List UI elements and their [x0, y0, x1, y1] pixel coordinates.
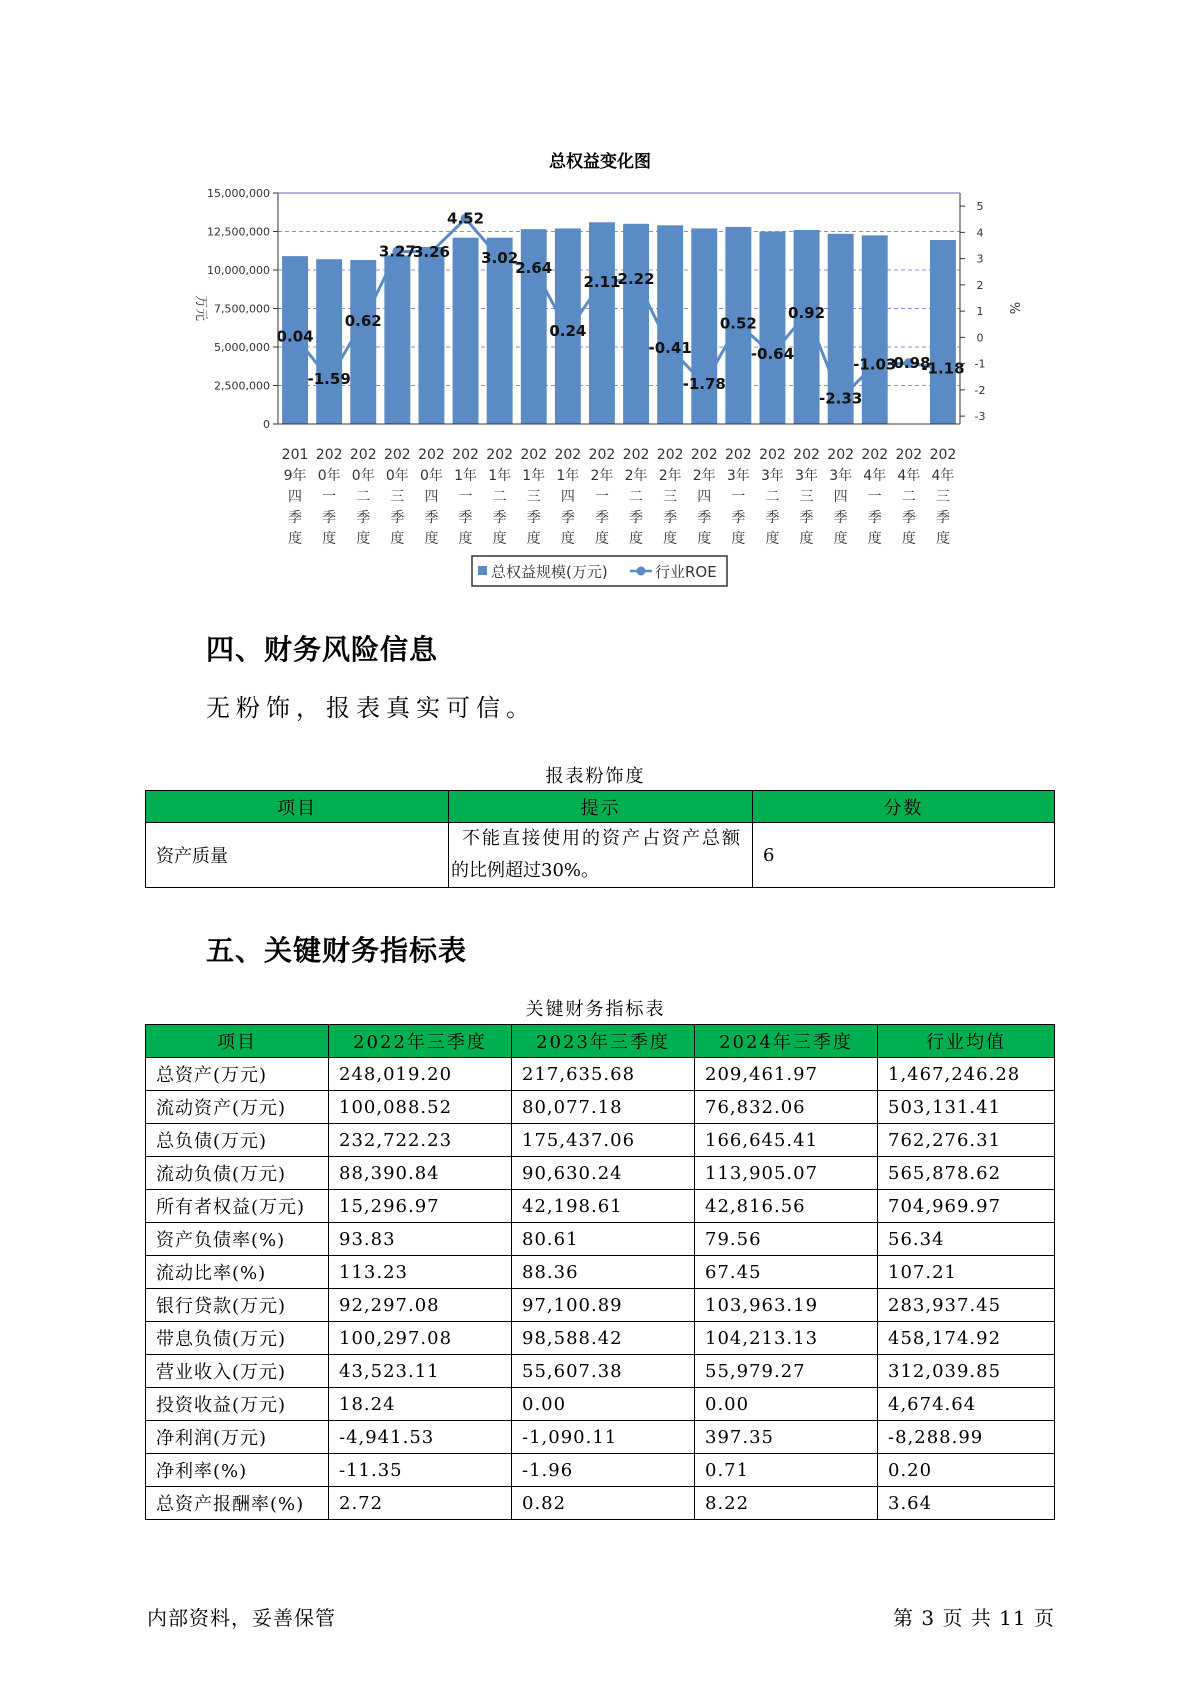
footer-right: 第 3 页 共 11 页 — [893, 1606, 1055, 1630]
legend-bar-label: 总权益规模(万元) — [491, 563, 608, 581]
x-tick-label: 202 — [520, 447, 548, 463]
x-tick-label: 度 — [799, 531, 814, 547]
legend-bar-swatch — [478, 566, 487, 575]
y-left-tick-label: 15,000,000 — [207, 187, 270, 200]
x-tick-label: 季 — [663, 510, 678, 526]
x-tick-label: 二 — [629, 489, 644, 505]
x-tick-label: 202 — [690, 447, 718, 463]
header-cell: 项目 — [146, 791, 449, 823]
x-tick-label: 202 — [383, 447, 411, 463]
x-tick-label: 202 — [486, 447, 514, 463]
roe-data-label: -0.41 — [648, 339, 692, 358]
table-row — [146, 1058, 1055, 1091]
table-row — [146, 1454, 1055, 1487]
x-tick-label: 二 — [901, 489, 916, 505]
roe-data-label: 0.62 — [344, 312, 382, 331]
x-tick-label: 度 — [560, 531, 575, 547]
x-tick-label: 一 — [867, 489, 882, 505]
row-label: 流动负债(万元) — [146, 1157, 329, 1190]
header-cell: 行业均值 — [878, 1025, 1055, 1058]
table-row — [146, 1124, 1055, 1157]
y-right-tick-label: -1 — [974, 357, 986, 371]
section4-title: 四、财务风险信息 — [206, 633, 439, 666]
row-label: 总资产(万元) — [146, 1058, 329, 1091]
key-table-body — [146, 1058, 1055, 1520]
roe-data-label: 0.04 — [276, 327, 314, 346]
y-right-tick-label: 4 — [976, 226, 984, 240]
row-label: 流动比率(%) — [146, 1256, 329, 1289]
header-cell: 2022年三季度 — [329, 1025, 512, 1058]
table-cell: 93.83 — [329, 1223, 512, 1256]
x-tick-label: 度 — [629, 531, 644, 547]
x-tick-label: 202 — [452, 447, 479, 463]
table-row — [146, 1190, 1055, 1223]
roe-data-label: -1.78 — [682, 375, 726, 394]
table-cell: 0.00 — [695, 1388, 878, 1421]
table-row — [146, 1157, 1055, 1190]
roe-data-label: -1.59 — [307, 370, 351, 389]
x-tick-label: 202 — [759, 447, 786, 463]
x-tick-label: 季 — [424, 510, 439, 526]
bar — [418, 247, 444, 424]
risk-score: 6 — [753, 823, 1055, 888]
roe-data-label: -1.03 — [853, 355, 897, 374]
bar — [794, 230, 820, 424]
table-cell: -11.35 — [329, 1454, 512, 1487]
x-tick-label: 季 — [697, 510, 712, 526]
y-left-axis-title: 万元 — [193, 294, 208, 322]
roe-data-label: -2.33 — [819, 389, 863, 408]
x-tick-label: 202 — [622, 447, 650, 463]
table-cell: 232,722.23 — [329, 1124, 512, 1157]
table-row — [146, 823, 1055, 888]
row-label: 资产负债率(%) — [146, 1223, 329, 1256]
row-label: 银行贷款(万元) — [146, 1289, 329, 1322]
table-cell: -1.96 — [512, 1454, 695, 1487]
y-right-tick-label: 0 — [976, 331, 984, 345]
table-cell: 4,674.64 — [878, 1388, 1055, 1421]
table-cell: -8,288.99 — [878, 1421, 1055, 1454]
y-left-tick-label: 7,500,000 — [214, 302, 270, 316]
x-tick-label: 度 — [390, 531, 405, 547]
table-cell: 98,588.42 — [512, 1322, 695, 1355]
x-tick-label: 202 — [349, 447, 377, 463]
roe-data-label: 2.11 — [583, 272, 621, 291]
table-cell: 92,297.08 — [329, 1289, 512, 1322]
x-tick-label: 三 — [935, 489, 950, 505]
section4-text: 无粉饰，报表真实可信。 — [206, 694, 536, 722]
roe-data-label: 0.52 — [719, 314, 757, 333]
row-label: 净利润(万元) — [146, 1421, 329, 1454]
bar — [589, 222, 615, 424]
x-tick-label: 202 — [827, 447, 855, 463]
footer-left: 内部资料，妥善保管 — [147, 1606, 336, 1630]
bar — [862, 235, 888, 424]
x-tick-label: 度 — [867, 531, 882, 547]
x-tick-label: 2年 — [590, 468, 614, 484]
table-row — [146, 1256, 1055, 1289]
x-tick-label: 0年 — [317, 468, 341, 484]
roe-data-label: -0.98 — [887, 354, 931, 373]
roe-data-label: 3.27 — [378, 242, 416, 261]
chart-title: 总权益变化图 — [549, 152, 651, 172]
table-cell: 67.45 — [695, 1256, 878, 1289]
row-label: 投资收益(万元) — [146, 1388, 329, 1421]
x-tick-label: 季 — [799, 510, 814, 526]
x-tick-label: 3年 — [726, 468, 750, 484]
roe-data-label: -0.64 — [750, 345, 795, 364]
x-tick-label: 四 — [424, 489, 439, 505]
x-tick-label: 四 — [833, 489, 848, 505]
table-cell: 0.00 — [512, 1388, 695, 1421]
legend-line-marker — [637, 567, 646, 576]
x-tick-label: 三 — [799, 489, 814, 505]
x-tick-label: 度 — [492, 531, 507, 547]
x-tick-label: 度 — [731, 531, 746, 547]
x-tick-label: 0年 — [351, 468, 375, 484]
x-tick-label: 四 — [288, 489, 303, 505]
x-tick-label: 9年 — [283, 468, 307, 484]
table-cell: 97,100.89 — [512, 1289, 695, 1322]
x-tick-label: 三 — [663, 489, 678, 505]
roe-data-label: 0.24 — [549, 322, 587, 341]
table-cell: 397.35 — [695, 1421, 878, 1454]
table-cell: 8.22 — [695, 1487, 878, 1520]
x-tick-label: 三 — [390, 489, 405, 505]
row-label: 营业收入(万元) — [146, 1355, 329, 1388]
y-right-tick-label: 1 — [976, 305, 984, 319]
x-tick-label: 季 — [901, 510, 916, 526]
x-tick-label: 4年 — [863, 468, 887, 484]
x-tick-label: 2年 — [658, 468, 682, 484]
roe-data-label: 4.52 — [447, 209, 485, 228]
x-tick-label: 度 — [526, 531, 541, 547]
bar — [759, 232, 785, 425]
header-cell: 项目 — [146, 1025, 329, 1058]
table-cell: -4,941.53 — [329, 1421, 512, 1454]
y-right-tick-label: 3 — [976, 252, 984, 266]
table-row — [146, 1388, 1055, 1421]
table-cell: 42,816.56 — [695, 1190, 878, 1223]
y-right-axis-title: % — [1006, 301, 1021, 315]
x-tick-label: 季 — [458, 510, 473, 526]
x-tick-label: 202 — [588, 447, 616, 463]
roe-data-label: 3.26 — [412, 242, 450, 261]
row-label: 流动资产(万元) — [146, 1091, 329, 1124]
x-tick-label: 202 — [895, 447, 923, 463]
x-tick-label: 1年 — [454, 468, 478, 484]
x-tick-label: 4年 — [897, 468, 921, 484]
table-cell: 100,297.08 — [329, 1322, 512, 1355]
x-tick-label: 度 — [935, 531, 950, 547]
x-tick-label: 一 — [322, 489, 337, 505]
row-label: 所有者权益(万元) — [146, 1190, 329, 1223]
x-tick-label: 0年 — [419, 468, 443, 484]
bar — [316, 259, 342, 424]
chart-x-labels — [282, 447, 957, 547]
x-tick-label: 一 — [458, 489, 473, 505]
x-tick-label: 度 — [663, 531, 678, 547]
x-tick-label: 1年 — [488, 468, 512, 484]
table-cell: 217,635.68 — [512, 1058, 695, 1091]
risk-table-header — [146, 791, 1055, 823]
row-label: 带息负债(万元) — [146, 1322, 329, 1355]
table-row — [146, 1223, 1055, 1256]
table-cell: 209,461.97 — [695, 1058, 878, 1091]
y-left-tick-label: 10,000,000 — [207, 264, 270, 277]
table-row — [146, 1289, 1055, 1322]
x-tick-label: 202 — [861, 447, 889, 463]
bar — [384, 255, 410, 424]
table-cell: 0.71 — [695, 1454, 878, 1487]
table-cell: 0.20 — [878, 1454, 1055, 1487]
bar — [623, 224, 649, 424]
table-cell: -1,090.11 — [512, 1421, 695, 1454]
risk-hint — [449, 823, 753, 888]
table-cell: 43,523.11 — [329, 1355, 512, 1388]
table-cell: 565,878.62 — [878, 1157, 1055, 1190]
bar — [350, 260, 376, 424]
y-left-tick-label: 0 — [263, 418, 270, 431]
x-tick-label: 2年 — [624, 468, 648, 484]
x-tick-label: 202 — [793, 447, 820, 463]
table-row — [146, 1322, 1055, 1355]
y-right-tick-label: 2 — [976, 278, 984, 292]
y-left-tick-label: 2,500,000 — [214, 379, 270, 393]
x-tick-label: 3年 — [760, 468, 784, 484]
roe-data-label: -1.18 — [921, 359, 965, 378]
x-tick-label: 二 — [492, 489, 507, 505]
table-cell: 248,019.20 — [329, 1058, 512, 1091]
table-row — [146, 1091, 1055, 1124]
table-cell: 175,437.06 — [512, 1124, 695, 1157]
table-cell: 80,077.18 — [512, 1091, 695, 1124]
x-tick-label: 季 — [288, 510, 303, 526]
table-cell: 503,131.41 — [878, 1091, 1055, 1124]
x-tick-label: 季 — [833, 510, 848, 526]
x-tick-label: 202 — [554, 447, 582, 463]
x-tick-label: 0年 — [385, 468, 409, 484]
bar — [691, 228, 717, 424]
table-cell: 113,905.07 — [695, 1157, 878, 1190]
key-indicators-table — [145, 1024, 1055, 1520]
x-tick-label: 3年 — [795, 468, 819, 484]
y-right-tick-label: 5 — [976, 200, 984, 214]
x-tick-label: 一 — [594, 489, 609, 505]
table-cell: 2.72 — [329, 1487, 512, 1520]
table-cell: 80.61 — [512, 1223, 695, 1256]
x-tick-label: 季 — [629, 510, 644, 526]
x-tick-label: 一 — [731, 489, 746, 505]
header-cell: 2023年三季度 — [512, 1025, 695, 1058]
x-tick-label: 四 — [560, 489, 575, 505]
table-cell: 283,937.45 — [878, 1289, 1055, 1322]
y-right-tick-label: -2 — [974, 383, 986, 397]
table-cell: 100,088.52 — [329, 1091, 512, 1124]
table-cell: 166,645.41 — [695, 1124, 878, 1157]
risk-hint-line2: 的比例超过30%。 — [451, 860, 600, 881]
table-cell: 88.36 — [512, 1256, 695, 1289]
bar — [453, 238, 479, 424]
legend-line-label: 行业ROE — [655, 563, 717, 581]
risk-item: 资产质量 — [146, 823, 449, 888]
x-tick-label: 四 — [697, 489, 712, 505]
roe-data-label: 2.22 — [617, 270, 655, 289]
x-tick-label: 季 — [560, 510, 575, 526]
x-tick-label: 202 — [418, 447, 445, 463]
table-cell: 55,979.27 — [695, 1355, 878, 1388]
x-tick-label: 度 — [288, 531, 303, 547]
x-tick-label: 度 — [901, 531, 916, 547]
x-tick-label: 度 — [594, 531, 609, 547]
roe-data-label: 3.02 — [481, 249, 519, 268]
table-cell: 1,467,246.28 — [878, 1058, 1055, 1091]
x-tick-label: 3年 — [829, 468, 853, 484]
table-cell: 79.56 — [695, 1223, 878, 1256]
header-cell: 2024年三季度 — [695, 1025, 878, 1058]
x-tick-label: 二 — [765, 489, 780, 505]
table-row — [146, 1487, 1055, 1520]
x-tick-label: 度 — [458, 531, 473, 547]
x-tick-label: 季 — [731, 510, 746, 526]
x-tick-label: 202 — [724, 447, 752, 463]
x-tick-label: 季 — [390, 510, 405, 526]
table-row — [146, 1355, 1055, 1388]
x-tick-label: 季 — [594, 510, 609, 526]
table-cell: 104,213.13 — [695, 1322, 878, 1355]
table-cell: 103,963.19 — [695, 1289, 878, 1322]
x-tick-label: 202 — [656, 447, 684, 463]
key-table-caption: 关键财务指标表 — [525, 999, 666, 1020]
row-label: 净利率(%) — [146, 1454, 329, 1487]
y-left-tick-label: 12,500,000 — [207, 225, 270, 239]
x-tick-label: 季 — [526, 510, 541, 526]
table-cell: 15,296.97 — [329, 1190, 512, 1223]
key-table-header — [146, 1025, 1055, 1058]
header-cell: 分数 — [753, 791, 1055, 823]
table-cell: 458,174.92 — [878, 1322, 1055, 1355]
table-cell: 18.24 — [329, 1388, 512, 1421]
risk-hint-line1: 不能直接使用的资产占资产总额 — [462, 828, 742, 849]
x-tick-label: 4年 — [931, 468, 955, 484]
table-cell: 312,039.85 — [878, 1355, 1055, 1388]
y-right-tick-label: -3 — [974, 410, 986, 424]
table-cell: 107.21 — [878, 1256, 1055, 1289]
equity-chart — [0, 0, 1191, 600]
x-tick-label: 2年 — [692, 468, 716, 484]
table-cell: 762,276.31 — [878, 1124, 1055, 1157]
table-cell: 88,390.84 — [329, 1157, 512, 1190]
x-tick-label: 季 — [322, 510, 337, 526]
bar — [657, 225, 683, 424]
x-tick-label: 1年 — [522, 468, 546, 484]
x-tick-label: 度 — [424, 531, 439, 547]
x-tick-label: 度 — [322, 531, 337, 547]
x-tick-label: 度 — [765, 531, 780, 547]
table-cell: 56.34 — [878, 1223, 1055, 1256]
x-tick-label: 202 — [315, 447, 343, 463]
x-tick-label: 三 — [526, 489, 541, 505]
table-cell: 0.82 — [512, 1487, 695, 1520]
roe-data-label: 2.64 — [515, 259, 553, 278]
x-tick-label: 季 — [492, 510, 507, 526]
table-cell: 3.64 — [878, 1487, 1055, 1520]
x-tick-label: 季 — [765, 510, 780, 526]
chart-legend — [472, 556, 727, 586]
table-cell: 90,630.24 — [512, 1157, 695, 1190]
row-label: 总资产报酬率(%) — [146, 1487, 329, 1520]
x-tick-label: 度 — [356, 531, 371, 547]
risk-table-caption: 报表粉饰度 — [545, 766, 646, 787]
risk-table — [145, 790, 1055, 888]
x-tick-label: 二 — [356, 489, 371, 505]
table-cell: 42,198.61 — [512, 1190, 695, 1223]
x-tick-label: 202 — [929, 447, 957, 463]
bar — [930, 240, 956, 424]
x-tick-label: 季 — [356, 510, 371, 526]
x-tick-label: 季 — [867, 510, 882, 526]
table-row — [146, 1421, 1055, 1454]
table-cell: 76,832.06 — [695, 1091, 878, 1124]
table-cell: 704,969.97 — [878, 1190, 1055, 1223]
row-label: 总负债(万元) — [146, 1124, 329, 1157]
x-tick-label: 1年 — [556, 468, 580, 484]
header-cell: 提示 — [449, 791, 753, 823]
table-cell: 113.23 — [329, 1256, 512, 1289]
section5-title: 五、关键财务指标表 — [206, 934, 468, 967]
y-left-tick-label: 5,000,000 — [214, 341, 270, 354]
x-tick-label: 季 — [935, 510, 950, 526]
x-tick-label: 度 — [697, 531, 712, 547]
roe-data-label: 0.92 — [788, 304, 826, 323]
x-tick-label: 度 — [833, 531, 848, 547]
x-tick-label: 201 — [281, 447, 309, 463]
table-cell: 55,607.38 — [512, 1355, 695, 1388]
